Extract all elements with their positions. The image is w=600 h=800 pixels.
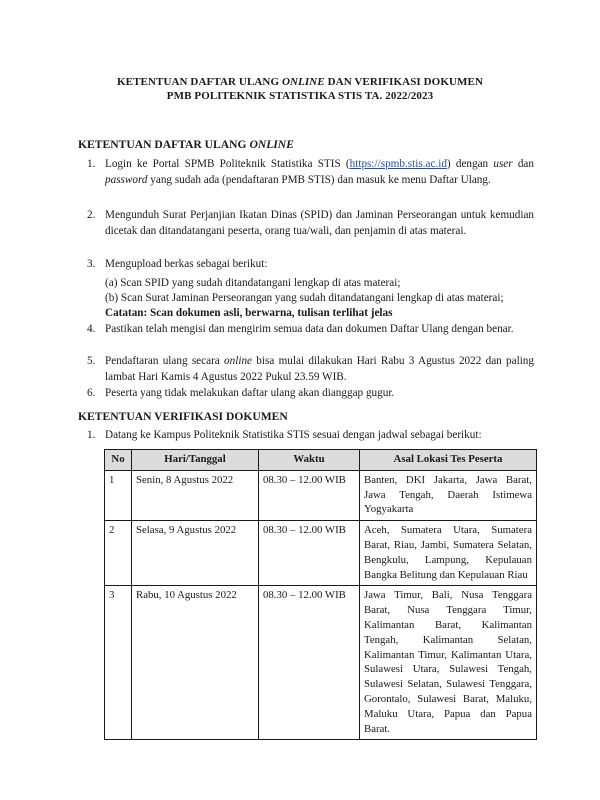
schedule-table [104,449,537,740]
note-text: Catatan: Scan dokumen asli, berwarna, tulisan terlihat jelas [105,307,393,319]
text-emphasis: online [224,355,253,367]
list-item-text: Pastikan telah mengisi dan mengirim semua data dan dokumen Daftar Ulang dengan benar. [105,323,514,335]
sub-list-item: (a) Scan SPID yang sudah ditandatangani lengkap di atas materai; [105,277,401,289]
list-number: 6. [87,387,96,399]
column-header-time: Waktu [259,450,360,471]
list-number: 1. [87,429,96,441]
list-item-text: Peserta yang tidak melakukan daftar ulang akan dianggap gugur. [105,387,395,399]
title-text-part: DAN VERIFIKASI DOKUMEN [324,76,483,88]
column-header-date: Hari/Tanggal [132,450,259,471]
cell-date: Senin, 8 Agustus 2022 [132,470,259,520]
text-part: Login ke Portal SPMB Politeknik Statistika STIS ( [105,158,350,170]
table-header-row [105,450,537,471]
section-heading-daftar-ulang [78,138,294,151]
list-item [78,157,534,188]
list-item [78,428,534,444]
heading-emphasis: ONLINE [249,138,294,151]
list-item [78,208,534,239]
text-part: bisa mulai dilakukan Hari Rabu 3 Agustus 2022 dan paling lambat Hari Kamis 4 Agustus 2022 Pukul 23.59 WIB. [105,355,534,383]
cell-date: Rabu, 10 Agustus 2022 [132,586,259,740]
text-emphasis: user [493,158,513,170]
cell-time: 08.30 – 12.00 WIB [259,521,360,586]
cell-date: Selasa, 9 Agustus 2022 [132,521,259,586]
list-item-text: Datang ke Kampus Politeknik Statistika STIS sesuai dengan jadwal sebagai berikut: [105,429,482,441]
list-number: 3. [87,258,96,270]
cell-location: Aceh, Sumatera Utara, Sumatera Barat, Riau, Jambi, Sumatera Selatan, Bengkulu, Lampung, Kepulauan Bangka Belitung dan Kepulauan Riau [360,521,537,586]
heading-text-part: KETENTUAN DAFTAR ULANG [78,138,250,151]
text-emphasis: password [105,173,148,186]
list-item [78,257,534,273]
cell-location: Jawa Timur, Bali, Nusa Tenggara Barat, Nusa Tenggara Timur, Kalimantan Barat, Kalimantan Tengah, Kalimantan Selatan, Kalimantan Timur, Kalimantan Utara, Sulawesi Utara, Sulawesi Tengah, Sulawesi Selatan, Sulawesi Tenggara, Gorontalo, Sulawesi Barat, Maluku, Maluku Utara, Papua dan Papua Barat. [360,586,537,740]
text-part: dan [512,158,534,170]
list-number: 5. [87,355,96,367]
list-number: 2. [87,209,96,221]
list-item-text [105,354,534,385]
document-title-line1 [0,76,600,88]
title-text-part: KETENTUAN DAFTAR ULANG [117,76,282,88]
cell-time: 08.30 – 12.00 WIB [259,586,360,740]
text-part: ) dengan [446,158,494,170]
document-title-line2: PMB POLITEKNIK STATISTIKA STIS TA. 2022/2023 [166,90,434,102]
table-row [105,521,537,586]
text-part: yang sudah ada (pendaftaran PMB STIS) dan masuk ke menu Daftar Ulang. [147,173,491,186]
table-row [105,586,537,740]
table-row [105,470,537,520]
title-emphasis: ONLINE [281,76,325,88]
section-heading-verifikasi: KETENTUAN VERIFIKASI DOKUMEN [78,410,288,423]
list-number: 1. [87,158,96,170]
list-item-text [105,157,534,188]
list-number: 4. [87,323,96,335]
list-item-text: Mengunduh Surat Perjanjian Ikatan Dinas (SPID) dan Jaminan Perseorangan untuk kemudian dicetak dan ditandatangani peserta, orang tua/wali, dan penjamin di atas materai. [105,209,534,237]
cell-location: Banten, DKI Jakarta, Jawa Barat, Jawa Tengah, Daerah Istimewa Yogyakarta [360,470,537,520]
sub-list-item: (b) Scan Surat Jaminan Perseorangan yang sudah ditandatangani lengkap di atas materai; [105,292,504,304]
portal-link[interactable]: https://spmb.stis.ac.id [349,158,447,170]
cell-no: 2 [105,521,132,586]
column-header-no: No [105,450,132,471]
list-item [78,322,534,338]
list-item-text: Mengupload berkas sebagai berikut: [105,258,268,270]
cell-no: 3 [105,586,132,740]
list-item [78,386,534,402]
cell-time: 08.30 – 12.00 WIB [259,470,360,520]
cell-no: 1 [105,470,132,520]
text-part: Pendaftaran ulang secara [105,355,225,367]
column-header-location: Asal Lokasi Tes Peserta [360,450,537,471]
list-item [78,354,534,385]
